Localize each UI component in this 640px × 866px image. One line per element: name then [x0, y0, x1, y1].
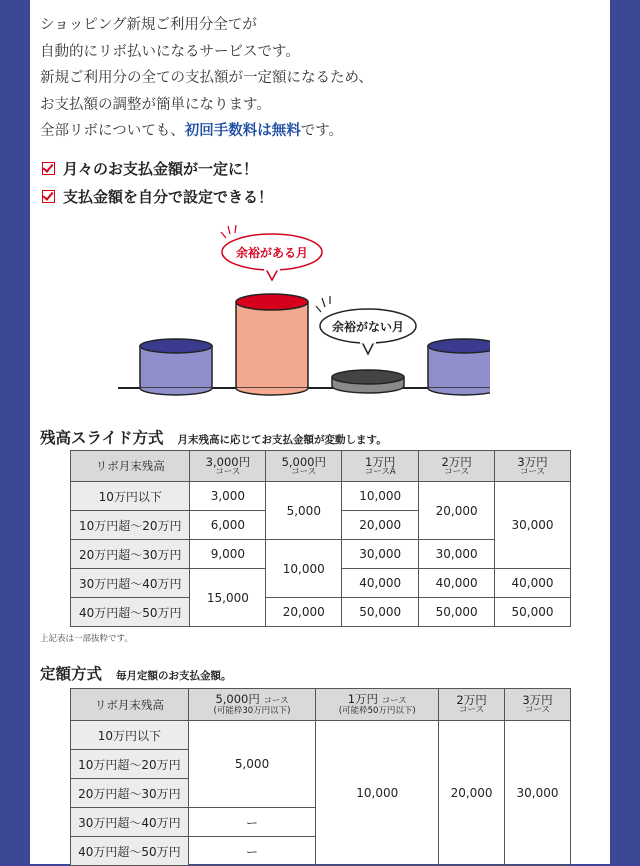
header-amount: 1万円	[347, 692, 379, 706]
intro-text-prefix: 全部リボについても、	[40, 123, 185, 139]
header-col	[266, 451, 342, 482]
header-sub: (可能枠30万円以下)	[213, 706, 291, 716]
intro-text-suffix: です。	[300, 123, 344, 139]
cylinder-flat	[332, 370, 404, 393]
cell: 20,000	[342, 511, 419, 540]
checkbox-icon	[42, 162, 55, 175]
header-sub: (可能枠50万円以下)	[338, 706, 416, 716]
row-label: 10万円以下	[71, 721, 189, 750]
intro-line: 新規ご利用分の全ての支払額が一定額になるため、	[40, 70, 373, 86]
header-col	[419, 451, 495, 482]
header-sub: コース	[524, 705, 551, 715]
cell: 30,000	[495, 482, 571, 569]
header-amount: 3万円	[517, 454, 548, 469]
cell: 30,000	[342, 540, 419, 569]
table-row	[71, 598, 571, 627]
row-label: 30万円超～40万円	[71, 569, 190, 598]
header-col	[188, 689, 316, 721]
intro-line	[40, 118, 373, 145]
row-label: 10万円以下	[71, 482, 190, 511]
header-col	[495, 451, 571, 482]
benefit-label: 支払金額を自分で設定できる！	[63, 188, 274, 206]
cell: ー	[188, 837, 316, 866]
cell: 40,000	[495, 569, 571, 598]
table-row	[71, 721, 571, 750]
cell: 20,000	[419, 482, 495, 540]
cell: 20,000	[439, 721, 505, 866]
header-sub: コースA	[364, 466, 396, 477]
header-amount: 3万円	[522, 693, 553, 707]
bubble-red	[221, 225, 322, 280]
row-label: 30万円超～40万円	[71, 808, 189, 837]
header-col	[342, 451, 419, 482]
header-sub: コース	[263, 696, 289, 706]
fixed-table	[70, 688, 571, 866]
cell: 10,000	[342, 482, 419, 511]
intro-line: お支払額の調整が簡単になります。	[40, 96, 271, 113]
header-amount: 1万円	[365, 454, 396, 469]
header-sub: コース	[215, 466, 241, 477]
bubble-black	[316, 296, 416, 354]
cell: 20,000	[266, 598, 342, 627]
header-col	[439, 689, 505, 721]
benefit-item	[42, 158, 258, 179]
cylinder-tall	[236, 294, 308, 395]
cell: 30,000	[419, 540, 495, 569]
cylinder-right	[428, 339, 490, 395]
intro-line: 自動的にリボ払いになるサービスです。	[40, 43, 300, 60]
cell: 50,000	[495, 598, 571, 627]
bubble-red-text: 余裕がある月	[235, 246, 309, 260]
slide-subtitle: 月末残高に応じてお支払金額が変動します。	[177, 434, 387, 446]
cell: 40,000	[419, 569, 495, 598]
cylinder-left	[140, 339, 212, 395]
header-amount: 2万円	[441, 454, 472, 469]
header-amount: 3,000円	[205, 454, 251, 469]
header-sub: コース	[459, 705, 485, 715]
payment-illustration	[88, 218, 490, 398]
checkbox-icon	[42, 190, 55, 203]
cell: 6,000	[190, 511, 266, 540]
table-header-row	[71, 689, 571, 721]
cell: 30,000	[505, 721, 571, 866]
cell: 50,000	[419, 598, 495, 627]
slide-table	[70, 450, 571, 627]
header-amount: 2万円	[456, 693, 487, 707]
header-sub: コース	[519, 466, 546, 477]
header-label: リボ月末残高	[71, 689, 189, 721]
header-label: リボ月末残高	[71, 451, 190, 482]
row-label: 40万円超～50万円	[71, 837, 189, 866]
cell: 50,000	[342, 598, 419, 627]
cell: 5,000	[266, 482, 342, 540]
header-sub: コース	[381, 696, 407, 706]
intro-line: ショッピング新規ご利用分全てが	[40, 17, 257, 33]
header-amount: 5,000円	[281, 454, 326, 469]
bubble-black-text: 余裕がない月	[331, 320, 405, 334]
cell: 40,000	[342, 569, 419, 598]
cell: 3,000	[190, 482, 266, 511]
fixed-section-title	[40, 662, 232, 684]
row-label: 40万円超～50万円	[71, 598, 190, 627]
row-label: 20万円超～30万円	[71, 540, 190, 569]
header-col	[190, 451, 266, 482]
benefit-label: 月々のお支払金額が一定に！	[63, 160, 259, 178]
table-header-row	[71, 451, 571, 482]
intro-text	[40, 12, 373, 145]
cell: 5,000	[188, 721, 316, 808]
header-amount: 5,000円	[215, 692, 260, 706]
header-sub: コース	[291, 466, 317, 477]
slide-section-title	[40, 426, 387, 448]
table-note: 上記表は一部抜粋です。	[40, 634, 133, 644]
intro-highlight: 初回手数料は無料	[184, 123, 301, 139]
cell: 10,000	[266, 540, 342, 598]
cell: 15,000	[190, 569, 266, 627]
row-label: 20万円超～30万円	[71, 779, 189, 808]
cell: 10,000	[316, 721, 439, 866]
cell: 9,000	[190, 540, 266, 569]
table-row	[71, 482, 571, 511]
slide-title: 残高スライド方式	[40, 429, 164, 447]
header-col	[505, 689, 571, 721]
fixed-subtitle: 毎月定額のお支払金額。	[116, 670, 232, 682]
fixed-title: 定額方式	[40, 665, 103, 683]
header-col	[316, 689, 439, 721]
benefit-item	[42, 186, 273, 207]
row-label: 10万円超～20万円	[71, 511, 190, 540]
header-sub: コース	[444, 466, 470, 477]
row-label: 10万円超～20万円	[71, 750, 189, 779]
cell: ー	[188, 808, 316, 837]
